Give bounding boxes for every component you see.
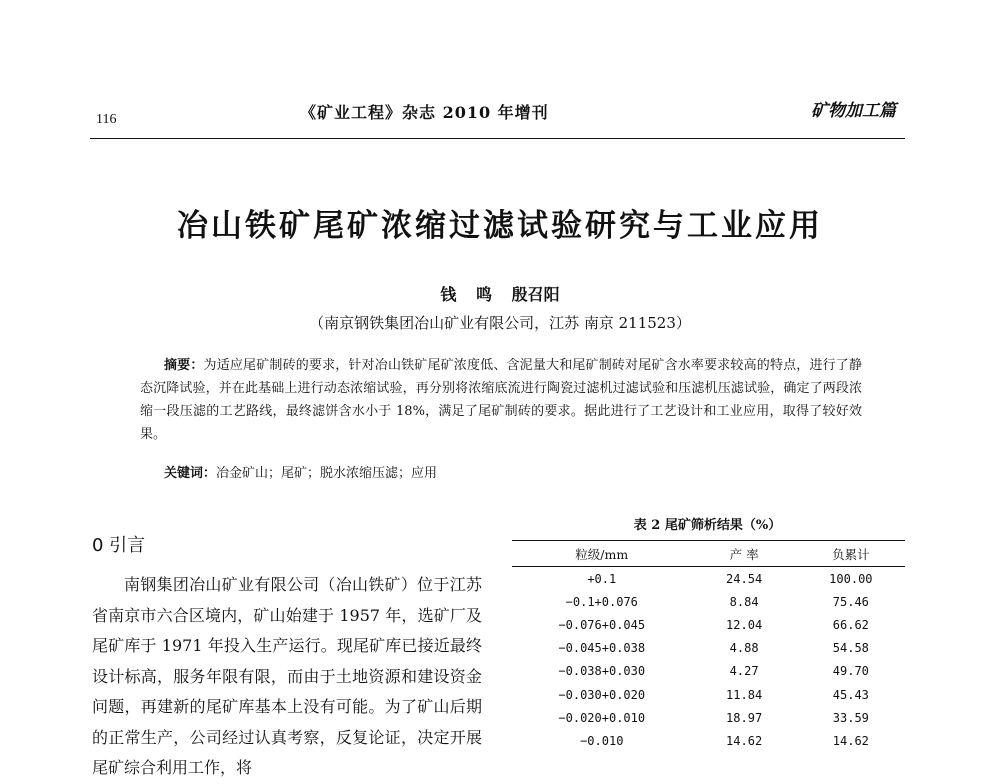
keywords-label: 关键词： bbox=[164, 466, 217, 481]
table-cell: 100.00 bbox=[829, 571, 873, 586]
intro-paragraph: 南钢集团冶山矿业有限公司（冶山铁矿）位于江苏省南京市六合区境内，矿山始建于 1957 年，选矿厂及尾矿库于 1971 年投入生产运行。现尾矿库已接近最终设计标高，服务年限有限，而由于土地资源和建设资金问题，再建新的尾矿库基本上没有可能。为了矿山后期的正常生产，公司经过认真考察，反复论证，决定开展尾矿综合利用工作，将 bbox=[92, 575, 482, 777]
abstract bbox=[140, 354, 862, 446]
table-cell: 14.62 bbox=[832, 733, 869, 748]
abstract-label: 摘要： bbox=[164, 358, 204, 373]
authors: 钱 鸣 殷召阳 bbox=[440, 285, 560, 304]
table-cell: 14.62 bbox=[726, 733, 763, 748]
intro-body bbox=[92, 570, 482, 784]
table-cell: −0.010 bbox=[580, 733, 624, 748]
table-cell: 45.43 bbox=[832, 687, 869, 702]
table-cell: 11.84 bbox=[726, 687, 763, 702]
table-header-cell: 负累计 bbox=[832, 546, 870, 562]
table-caption: 表 2 尾矿筛析结果（%） bbox=[633, 518, 782, 533]
abstract-text: 为适应尾矿制砖的要求，针对冶山铁矿尾矿浓度低、含泥量大和尾矿制砖对尾矿含水率要求较高的特点，进行了静态沉降试验，并在此基础上进行动态浓缩试验，再分别将浓缩底流进行陶瓷过滤机过滤试验和压滤机压滤试验，确定了两段浓缩一段压滤的工艺路线，最终滤饼含水小于 18%，满足了尾矿制砖的要求。据此进行了工艺设计和工业应用，取得了较好效果。 bbox=[140, 358, 862, 442]
table-row bbox=[512, 683, 905, 706]
table-header-row bbox=[512, 541, 905, 567]
table-cell: 4.88 bbox=[729, 641, 759, 656]
table-cell: 12.04 bbox=[726, 617, 763, 632]
table-header-cell: 产 率 bbox=[729, 546, 759, 562]
table-row bbox=[512, 613, 905, 636]
journal-title: 《矿业工程》杂志 2010 年增刊 bbox=[300, 103, 549, 122]
table-cell: 18.97 bbox=[726, 710, 763, 725]
table-cell: 75.46 bbox=[832, 594, 869, 609]
table-cell: −0.030+0.020 bbox=[558, 687, 646, 702]
table-cell: −0.1+0.076 bbox=[565, 594, 638, 609]
section-tag: 矿物加工篇 bbox=[811, 101, 896, 121]
page-number: 116 bbox=[96, 112, 117, 127]
affiliation: （南京钢铁集团冶山矿业有限公司，江苏 南京 211523） bbox=[309, 314, 691, 332]
table-cell: 24.54 bbox=[726, 571, 763, 586]
table-cell: +0.1 bbox=[587, 571, 617, 586]
table-row bbox=[512, 567, 905, 591]
table-cell: 66.62 bbox=[832, 617, 869, 632]
table-cell: 4.27 bbox=[729, 664, 759, 679]
article-title: 冶山铁矿尾矿浓缩过滤试验研究与工业应用 bbox=[177, 208, 823, 244]
table-row bbox=[512, 706, 905, 729]
table-cell: 33.59 bbox=[832, 710, 869, 725]
table-row bbox=[512, 660, 905, 683]
table-header-cell: 粒级/mm bbox=[575, 546, 629, 562]
table-row bbox=[512, 590, 905, 613]
header-rule bbox=[90, 138, 905, 139]
table-cell: 54.58 bbox=[832, 641, 869, 656]
keywords-text: 冶金矿山；尾矿；脱水浓缩压滤；应用 bbox=[216, 466, 438, 481]
table-cell: −0.045+0.038 bbox=[558, 641, 646, 656]
sieve-table bbox=[512, 540, 905, 753]
table-row bbox=[512, 729, 905, 752]
section-heading-intro: 0 引言 bbox=[92, 535, 146, 556]
table-row bbox=[512, 637, 905, 660]
table-cell: −0.020+0.010 bbox=[558, 710, 646, 725]
keywords bbox=[164, 462, 437, 481]
table-cell: 8.84 bbox=[729, 594, 759, 609]
table-cell: −0.038+0.030 bbox=[558, 664, 646, 679]
table-cell: 49.70 bbox=[832, 664, 869, 679]
table-cell: −0.076+0.045 bbox=[558, 617, 646, 632]
